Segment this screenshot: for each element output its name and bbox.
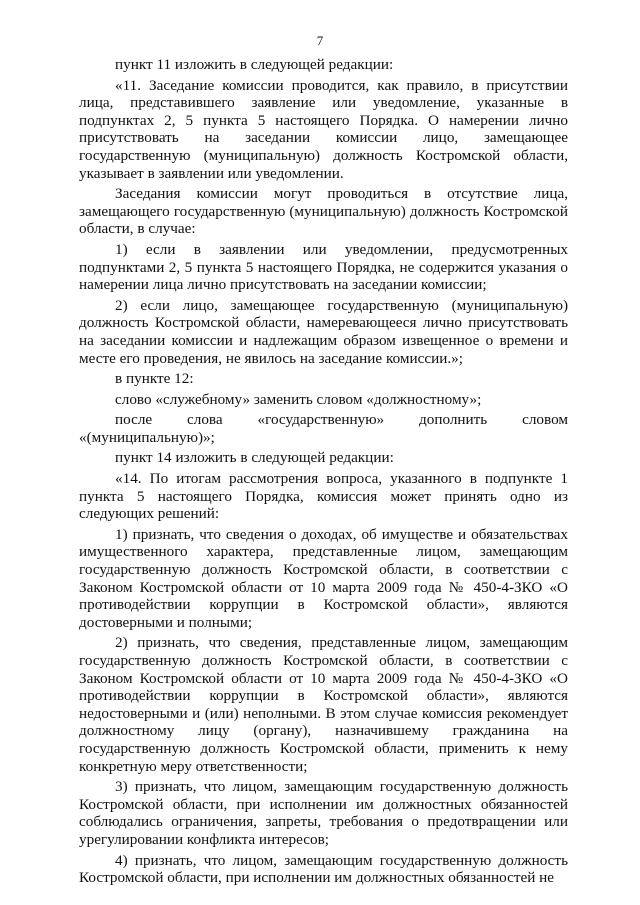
paragraph-intro-item-14: пункт 14 изложить в следующей редакции: (115, 449, 394, 467)
paragraph-decision-1: 1) признать, что сведения о доходах, об имуществе и обязательствах имущественного характера, представленные лицом, замещающим государственную должность Костромской области, в соответствии с Законом Костромской области от 10 марта 2009 года № 450-4-ЗКО «О противодействии коррупции в Костромской области», являются достоверными и полными; (79, 525, 568, 631)
paragraph-case-2: 2) если лицо, замещающее государственную (муниципальную) должность Костромской области, намеревающееся лично присутствовать на заседании комиссии и надлежащим образом извещенное о времени и месте его проведения, не явилось на заседание комиссии.»; (79, 296, 568, 367)
paragraph-decision-3: 3) признать, что лицом, замещающим государственную должность Костромской области, при исполнении им должностных обязанностей соблюдались ограничения, запреты, требования о предотвращении или урегулировании конфликта интересов; (79, 778, 568, 848)
paragraph-intro-item-11: пункт 11 изложить в следующей редакции: (115, 56, 394, 73)
paragraph-item-12-replace: слово «служебному» заменить словом «должностному»; (115, 390, 482, 408)
paragraph-item-12-add: после слова «государственную» дополнить словом «(муниципальную)»; (79, 411, 568, 446)
paragraph-decision-2: 2) признать, что сведения, представленные лицом, замещающим государственную должность Костромской области, в соответствии с Законом Костромской области от 10 марта 2009 года № 450-4-ЗКО «О противодействии коррупции в Костромской области», являются недостоверными и (или) неполными. В этом случае комиссия рекомендует должностному лицу (органу), назначившему гражданина на государственную должность Костромской области, применить к нему конкретную меру ответственности; (79, 634, 568, 775)
paragraph-item-12-intro: в пункте 12: (115, 370, 194, 388)
paragraph-item-11: «11. Заседание комиссии проводится, как правило, в присутствии лица, представившего заявление или уведомление, указанные в подпунктах 2, 5 пункта 5 настоящего Порядка. О намерении лично присутствовать на заседании комиссии лицо, замещающее государственную (муниципальную) должность Костромской области, указывает в заявлении или уведомлении. (79, 76, 568, 182)
paragraph-absence-cases: Заседания комиссии могут проводиться в отсутствие лица, замещающего государственную (муниципальную) должность Костромской области, в случае: (79, 185, 568, 238)
paragraph-case-1: 1) если в заявлении или уведомлении, предусмотренных подпунктами 2, 5 пункта 5 настоящего Порядка, не содержится указания о намерении лица лично присутствовать на заседании комиссии; (79, 240, 568, 294)
paragraph-item-14: «14. По итогам рассмотрения вопроса, указанного в подпункте 1 пункта 5 настоящего Порядка, комиссия может принять одно из следующих решений: (79, 470, 568, 523)
paragraph-decision-4: 4) признать, что лицом, замещающим государственную должность Костромской области, при исполнении им должностных обязанностей не (79, 851, 568, 887)
page-number: 7 (316, 33, 324, 48)
document-body (79, 56, 568, 887)
